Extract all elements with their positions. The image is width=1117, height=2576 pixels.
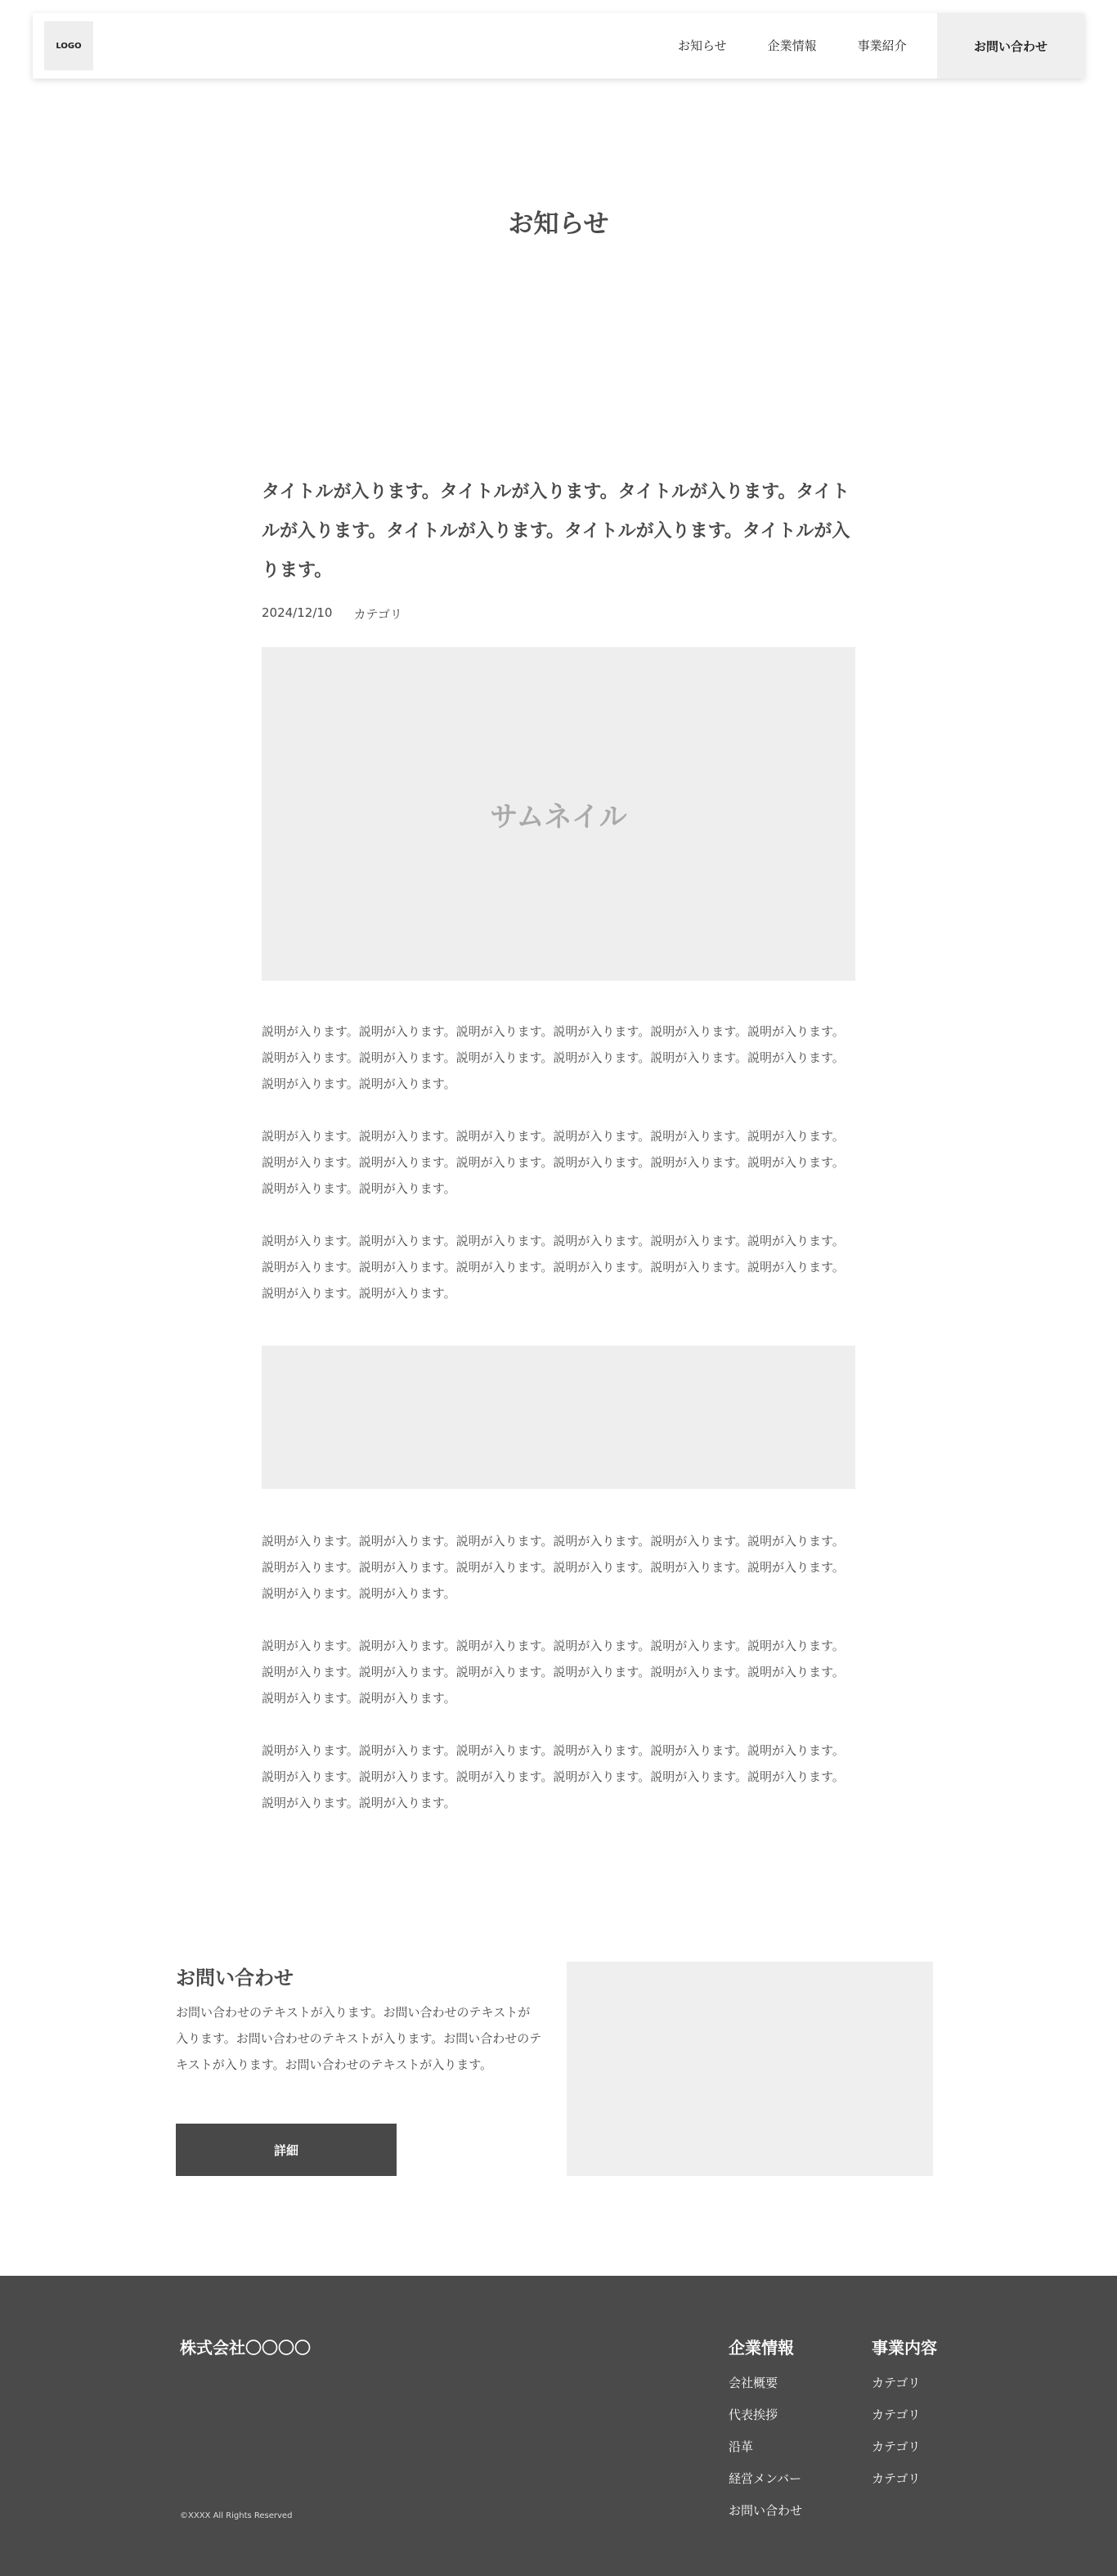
footer-column-business [872, 2335, 937, 2502]
nav-item-business[interactable]: 事業紹介 [857, 38, 907, 53]
main-nav [657, 13, 927, 79]
contact-section [176, 1962, 933, 2176]
footer-column-heading: 事業内容 [872, 2338, 937, 2358]
article-meta [262, 605, 855, 623]
site-footer [0, 2276, 1117, 2576]
article-date: 2024/12/10 [262, 605, 333, 620]
paragraph: 説明が入ります。説明が入ります。説明が入ります。説明が入ります。説明が入ります。説明が入ります。説明が入ります。説明が入ります。説明が入ります。説明が入ります。説明が入ります。説明が入ります。説明が入ります。説明が入ります。 [262, 1743, 845, 1810]
nav-item-company[interactable]: 企業情報 [767, 38, 817, 53]
paragraph: 説明が入ります。説明が入ります。説明が入ります。説明が入ります。説明が入ります。説明が入ります。説明が入ります。説明が入ります。説明が入ります。説明が入ります。説明が入ります。説明が入ります。説明が入ります。説明が入ります。 [262, 1129, 845, 1196]
site-header [33, 13, 1084, 79]
copyright: ©XXXX All Rights Reserved [180, 2511, 293, 2520]
nav-item-news[interactable]: お知らせ [678, 38, 727, 53]
paragraph: 説明が入ります。説明が入ります。説明が入ります。説明が入ります。説明が入ります。説明が入ります。説明が入ります。説明が入ります。説明が入ります。説明が入ります。説明が入ります。説明が入ります。説明が入ります。説明が入ります。 [262, 1024, 845, 1091]
paragraph: 説明が入ります。説明が入ります。説明が入ります。説明が入ります。説明が入ります。説明が入ります。説明が入ります。説明が入ります。説明が入ります。説明が入ります。説明が入ります。説明が入ります。説明が入ります。説明が入ります。 [262, 1534, 845, 1601]
contact-image [567, 1962, 933, 2176]
article [262, 473, 855, 1816]
footer-link-overview[interactable]: 会社概要 [729, 2376, 778, 2390]
footer-link-members[interactable]: 経営メンバー [729, 2471, 801, 2486]
article-body-2 [262, 1528, 855, 1816]
footer-link-category[interactable]: カテゴリ [872, 2471, 921, 2486]
footer-company-name: 株式会社〇〇〇〇 [180, 2338, 311, 2358]
footer-link-history[interactable]: 沿革 [729, 2439, 754, 2454]
thumbnail-label: サムネイル [490, 800, 627, 834]
logo[interactable]: LOGO [44, 21, 93, 70]
header-contact-button[interactable]: お問い合わせ [937, 13, 1084, 79]
article-image [262, 1346, 855, 1489]
footer-link-contact[interactable]: お問い合わせ [729, 2503, 803, 2518]
detail-button[interactable]: 詳細 [176, 2124, 397, 2176]
footer-column-company [729, 2335, 802, 2534]
paragraph: 説明が入ります。説明が入ります。説明が入ります。説明が入ります。説明が入ります。説明が入ります。説明が入ります。説明が入ります。説明が入ります。説明が入ります。説明が入ります。説明が入ります。説明が入ります。説明が入ります。 [262, 1639, 845, 1706]
article-body-1 [262, 1018, 855, 1306]
footer-link-message[interactable]: 代表挨拶 [729, 2407, 778, 2422]
page-title: お知らせ [508, 209, 609, 239]
article-thumbnail [262, 647, 855, 981]
article-category: カテゴリ [353, 607, 402, 622]
contact-heading: お問い合わせ [176, 1967, 294, 1989]
footer-link-category[interactable]: カテゴリ [872, 2439, 921, 2454]
contact-text: お問い合わせのテキストが入ります。お問い合わせのテキストが入ります。お問い合わせのテキストが入ります。お問い合わせのテキストが入ります。お問い合わせのテキストが入ります。 [176, 2005, 542, 2072]
paragraph: 説明が入ります。説明が入ります。説明が入ります。説明が入ります。説明が入ります。説明が入ります。説明が入ります。説明が入ります。説明が入ります。説明が入ります。説明が入ります。説明が入ります。説明が入ります。説明が入ります。 [262, 1234, 845, 1301]
footer-link-category[interactable]: カテゴリ [872, 2376, 921, 2390]
article-title: タイトルが入ります。タイトルが入ります。タイトルが入ります。タイトルが入ります。タイトルが入ります。タイトルが入ります。タイトルが入ります。 [262, 482, 850, 581]
footer-column-heading: 企業情報 [729, 2338, 794, 2358]
footer-link-category[interactable]: カテゴリ [872, 2407, 921, 2422]
